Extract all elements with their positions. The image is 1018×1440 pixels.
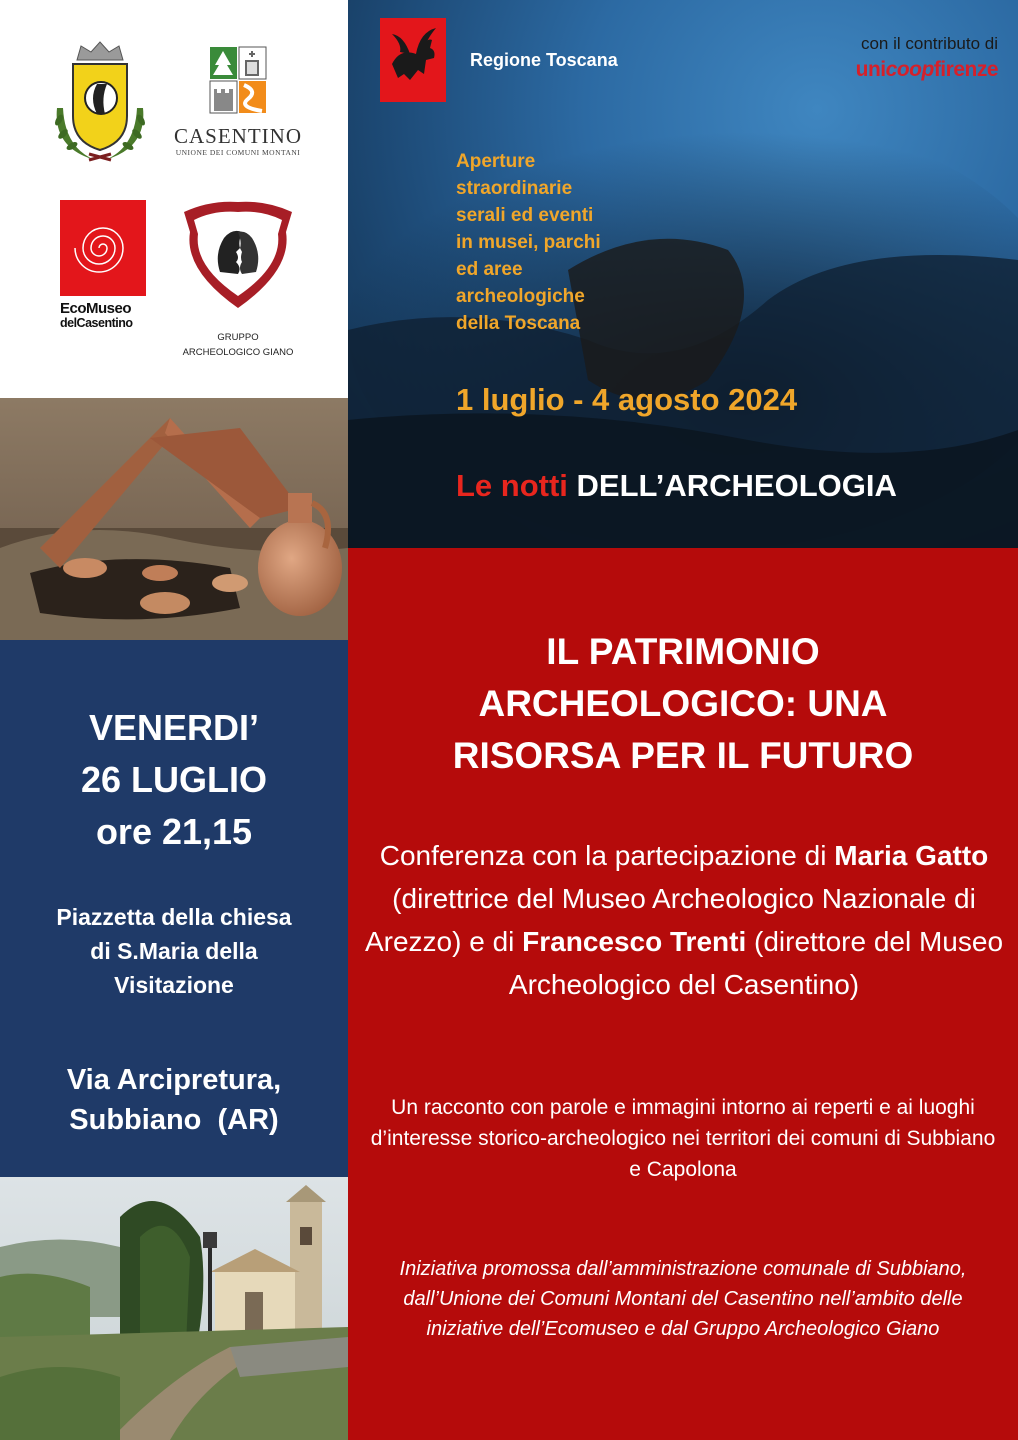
conference-intro: Conferenza con la partecipazione di xyxy=(379,840,835,871)
unicoop-logo xyxy=(856,58,998,82)
promoter-note: Iniziativa promossa dall’amministrazione comunale di Subbiano, dall’Unione dei Comuni Montani del Casentino nell’ambito delle iniziative dell’Ecomuseo e dal Gruppo Archeologico Giano xyxy=(399,1258,967,1340)
gruppo-line-1: GRUPPO xyxy=(217,332,259,343)
address-line-2: Subbiano (AR) xyxy=(69,1104,279,1136)
speaker-2-role: (direttore del Museo Archeologico del Casentino) xyxy=(508,926,1010,1000)
ecomuseo-place: delCasentino xyxy=(60,316,133,330)
festival-dates: 1 luglio - 4 agosto 2024 xyxy=(456,382,798,417)
hero-banner xyxy=(348,0,1018,548)
logos-panel xyxy=(0,0,348,398)
tagline-line-5: ed aree xyxy=(456,259,523,280)
event-place xyxy=(0,900,348,1002)
tagline-line-1: Aperture xyxy=(456,151,536,172)
tagline-line-4: in musei, parchi xyxy=(456,232,601,253)
unicoop-part-1: uni xyxy=(855,58,886,81)
casentino-logo xyxy=(168,45,308,165)
title-line-3: RISORSA PER IL FUTURO xyxy=(452,735,914,776)
ecomuseo-logo xyxy=(60,200,148,330)
event-day: VENERDI’ xyxy=(88,707,260,748)
place-line-1: Piazzetta della chiesa xyxy=(56,904,292,930)
conference-speakers xyxy=(360,834,1008,1006)
casentino-subtitle: UNIONE DEI COMUNI MONTANI xyxy=(175,148,301,157)
speaker-1-name: Maria Gatto xyxy=(834,840,989,871)
casentino-emblem-icon xyxy=(208,45,268,115)
series-title xyxy=(456,468,897,504)
tagline-line-2: straordinarie xyxy=(456,178,573,199)
tagline-line-3: serali ed eventi xyxy=(456,205,594,226)
hero-background-image xyxy=(348,0,1018,548)
event-datetime xyxy=(0,702,348,858)
address-line-1: Via Arcipretura, xyxy=(66,1064,282,1096)
regione-toscana-logo xyxy=(380,18,446,102)
place-line-3: Visitazione xyxy=(114,972,234,998)
ecomuseo-spiral-icon xyxy=(60,200,146,296)
conference-title xyxy=(348,626,1018,782)
title-line-2: ARCHEOLOGICO: UNA xyxy=(478,683,888,724)
regione-toscana-label: Regione Toscana xyxy=(470,50,618,70)
event-date: 26 LUGLIO xyxy=(80,759,268,800)
ecomuseo-name: EcoMuseo xyxy=(60,300,132,317)
casentino-name: CASENTINO xyxy=(174,124,302,148)
church-tower-image xyxy=(0,1177,348,1440)
church-landscape-photo xyxy=(0,1177,348,1440)
event-time: ore 21,15 xyxy=(95,811,253,852)
subbiano-crest-icon xyxy=(45,38,155,168)
series-main: DELL’ARCHEOLOGIA xyxy=(576,468,897,503)
place-line-2: di S.Maria della xyxy=(90,938,258,964)
event-address xyxy=(0,1060,348,1140)
speaker-2-name: Francesco Trenti xyxy=(522,926,747,957)
main-content-panel xyxy=(348,548,1018,1440)
event-info-panel xyxy=(0,640,348,1177)
tagline-line-6: archeologiche xyxy=(456,286,585,307)
gruppo-giano-shield-icon xyxy=(180,198,296,312)
contributo-label: con il contributo di xyxy=(860,34,998,53)
gruppo-line-2: ARCHEOLOGICO GIANO xyxy=(182,347,294,358)
museum-exhibit-photo xyxy=(0,398,348,640)
gruppo-giano-label xyxy=(170,330,306,360)
speaker-1-role: (direttrice del Museo Archeologico Nazionale di Arezzo) e di xyxy=(364,840,997,957)
unicoop-part-3: firenze xyxy=(933,58,998,81)
archaeological-artifacts-image xyxy=(0,398,348,640)
unicoop-part-2: coop xyxy=(885,58,934,81)
tagline-line-7: della Toscana xyxy=(456,313,581,334)
tagline xyxy=(456,148,601,337)
series-prefix: Le notti xyxy=(456,468,577,503)
pegasus-icon xyxy=(380,18,446,102)
title-line-1: IL PATRIMONIO xyxy=(546,631,820,672)
conference-description: Un racconto con parole e immagini intorno ai reperti e ai luoghi d’interesse storico-archeologico nei territori dei comuni di Subbiano e Capolona xyxy=(370,1096,996,1181)
